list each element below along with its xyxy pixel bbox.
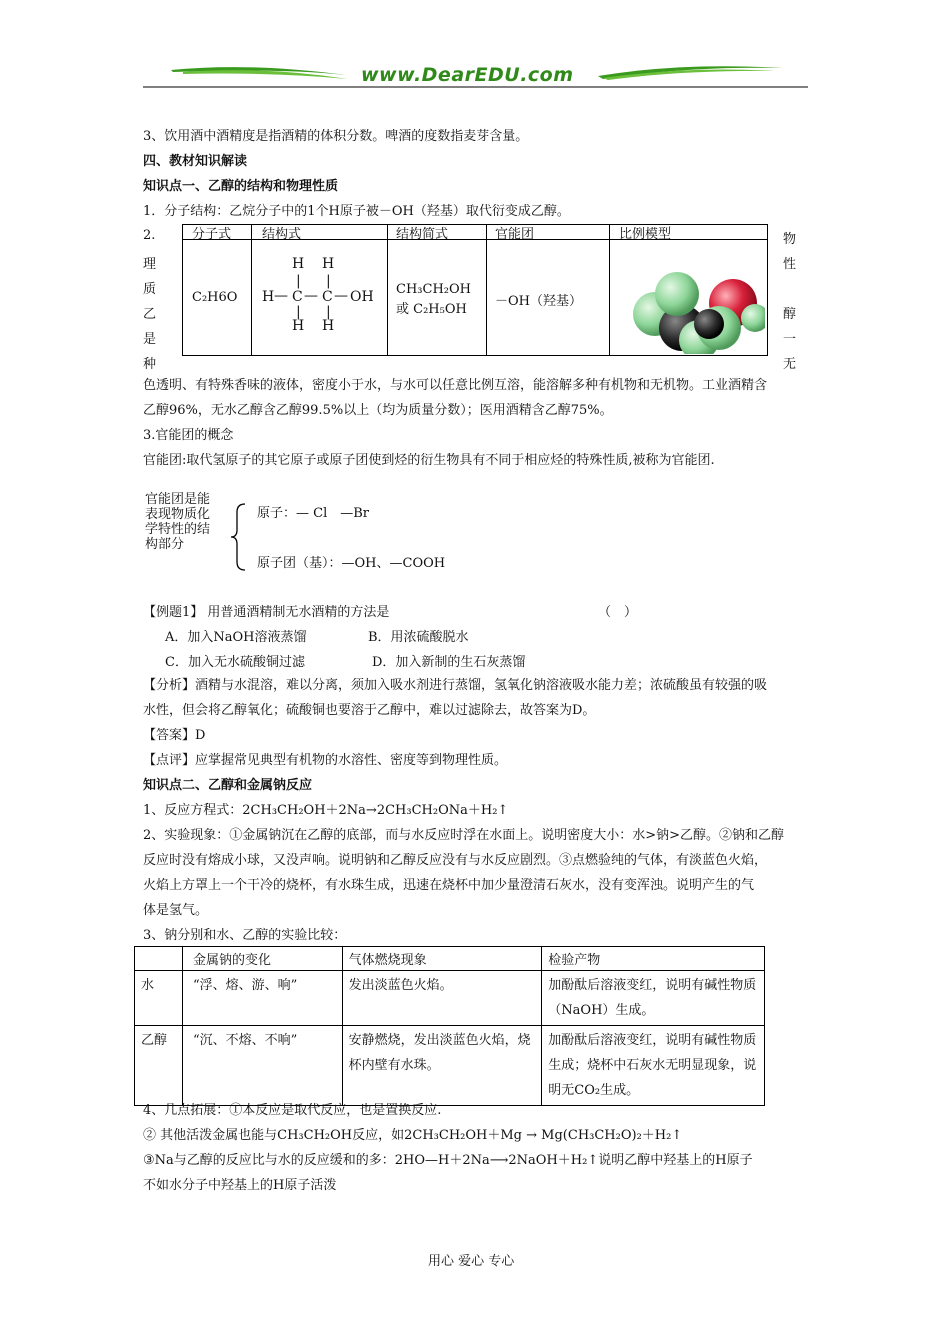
atom-h: H — [322, 318, 335, 334]
header-structural-formula: 结构式 — [262, 227, 302, 242]
option-c: C．加入无水硫酸铜过滤 — [165, 655, 305, 670]
table-cell: 发出淡蓝色火焰。 — [342, 971, 542, 1026]
table-cell: “沉、不熔、不响” — [182, 1026, 342, 1106]
atom-examples: 原子：— Cl —Br — [257, 506, 370, 521]
table-row — [135, 971, 765, 1026]
analysis-line-2: 水性，但会将乙醇氧化；硫酸铜也要溶于乙醇中，难以过滤除去，故答案为D。 — [143, 703, 596, 718]
analysis-line-1: 【分析】酒精与水混溶，难以分离，须加入吸水剂进行蒸馏，氢氧化钠溶液吸水能力差；浓硫酸虽有较强的吸 — [143, 678, 768, 693]
example-1-question: 【例题1】 用普通酒精制无水酒精的方法是 — [143, 605, 390, 620]
physical-properties-line-1: 色透明、有特殊香味的液体，密度小于水，与水可以任意比例互溶，能溶解多种有机物和无机物。工业酒精含 — [143, 378, 768, 393]
right-char: 性 — [783, 257, 797, 272]
kp2-comparison-title: 3、钠分别和水、乙醇的实验比较： — [143, 928, 347, 943]
table-header-cell: 检验产物 — [542, 947, 765, 971]
atom-h: H — [292, 318, 305, 334]
physical-properties-line-2: 乙醇96%，无水乙醇含乙醇99.5%以上（均为质量分数）；医用酒精含乙醇75%。 — [143, 403, 613, 418]
page-header — [143, 58, 808, 90]
group-examples: 原子团（基）：—OH、—COOH — [257, 556, 446, 571]
left-char: 种 — [143, 357, 157, 372]
left-char: 2. — [143, 228, 156, 243]
condensed-formula-1: CH₃CH₂OH — [396, 282, 471, 297]
option-a: A．加入NaOH溶液蒸馏 — [165, 630, 307, 645]
kp2-phenomena-line: 2、实验现象：①金属钠沉在乙醇的底部，而与水反应时浮在水面上。说明密度大小：水>钠>乙醇。②钠和乙醇 — [143, 828, 785, 843]
page-footer: 用心 爱心 专心 — [428, 1254, 515, 1269]
table-header-cell: 气体燃烧现象 — [342, 947, 542, 971]
left-char: 是 — [143, 332, 157, 347]
left-char: 理 — [143, 257, 157, 272]
kp2-extension-3-line-1: ③Na与乙醇的反应比与水的反应缓和的多：2HO—H＋2Na⟶2NaOH＋H₂↑说明乙醇中羟基上的H原子 — [143, 1153, 753, 1168]
right-char: 物 — [783, 232, 797, 247]
functional-group-definition: 官能团:取代氢原子的其它原子或原子团使到烃的衍生物具有不同于相应烃的特殊性质,被称为官能团. — [143, 453, 715, 468]
kp2-reaction-equation: 1、反应方程式：2CH₃CH₂OH＋2Na→2CH₃CH₂ONa＋H₂↑ — [143, 803, 509, 818]
option-b: B．用浓硫酸脱水 — [368, 630, 469, 645]
header-molecular-formula: 分子式 — [192, 227, 232, 242]
kp2-extension-1: 4、几点拓展：①本反应是取代反应，也是置换反应. — [143, 1103, 442, 1118]
kp2-extension-2: ② 其他活泼金属也能与CH₃CH₂OH反应，如2CH₃CH₂OH＋Mg → Mg(CH₃CH₂O)₂＋H₂↑ — [143, 1128, 683, 1143]
kp2-extension-3-line-2: 不如水分子中羟基上的H原子活泼 — [143, 1178, 337, 1193]
kp2-phenomena-line: 反应时没有熔成小球，又没声响。说明钠和乙醇反应没有与水反应剧烈。③点燃验纯的气体，有淡蓝色火焰， — [143, 853, 768, 868]
right-char: 醇 — [783, 307, 797, 322]
answer-parentheses: （ ） — [598, 605, 638, 620]
condensed-formula-2: 或 C₂H₅OH — [396, 302, 467, 317]
molecular-formula: C₂H6O — [192, 290, 238, 305]
table-row — [135, 1026, 765, 1106]
table-header-row — [135, 947, 765, 971]
kp2-phenomena-line: 火焰上方罩上一个干冷的烧杯，有水珠生成，迅速在烧杯中加少量澄清石灰水，没有变浑浊。说明产生的气 — [143, 878, 755, 893]
atom-oh: OH — [350, 289, 374, 305]
atom-h: H — [262, 289, 275, 305]
structure-table — [182, 224, 768, 356]
structural-formula: H H | | H — C — C — OH | | H H — [262, 256, 374, 334]
atom-c: C — [292, 289, 303, 305]
knowledge-point-1-heading: 知识点一、乙醇的结构和物理性质 — [143, 179, 339, 194]
left-char: 乙 — [143, 307, 157, 322]
atom-c: C — [322, 289, 333, 305]
option-d: D．加入新制的生石灰蒸馏 — [372, 655, 526, 670]
functional-group-title: 3.官能团的概念 — [143, 428, 234, 443]
site-logo-text: www.DearEDU.com — [361, 64, 574, 86]
atom-h: H — [292, 256, 305, 272]
comparison-table — [134, 946, 765, 1106]
box-line: 表现物质化 — [145, 507, 211, 522]
box-line: 官能团是能 — [145, 492, 211, 507]
table-cell: “浮、熔、游、响” — [182, 971, 342, 1026]
right-char: 无 — [783, 357, 797, 372]
table-cell: 乙醇 — [135, 1026, 183, 1106]
space-filling-model-image — [615, 242, 765, 354]
diagram-box-text — [145, 492, 225, 552]
functional-group-value: －OH（羟基） — [495, 294, 582, 309]
kp2-phenomena-line: 体是氢气。 — [143, 903, 209, 918]
comment-line: 【点评】应掌握常见典型有机物的水溶性、密度等到物理性质。 — [143, 753, 508, 768]
table-cell: 加酚酞后溶液变红，说明有碱性物质生成；烧杯中石灰水无明显现象，说明无CO₂生成。 — [542, 1026, 765, 1106]
header-functional-group: 官能团 — [495, 227, 535, 242]
table-cell: 水 — [135, 971, 183, 1026]
kp1-item-1: 1．分子结构：乙烷分子中的1个H原子被－OH（羟基）取代衍变成乙醇。 — [143, 204, 570, 219]
section-heading-4: 四、教材知识解读 — [143, 154, 248, 169]
header-condensed-formula: 结构简式 — [396, 227, 449, 242]
header-ratio-model: 比例模型 — [619, 227, 672, 242]
paragraph-alcohol: 3、饮用酒中酒精度是指酒精的体积分数。啤酒的度数指麦芽含量。 — [143, 129, 529, 144]
box-line: 学特性的结 — [145, 522, 211, 537]
table-header-cell — [135, 947, 183, 971]
table-header-cell: 金属钠的变化 — [182, 947, 342, 971]
table-cell: 安静燃烧，发出淡蓝色火焰，烧杯内壁有水珠。 — [342, 1026, 542, 1106]
table-cell: 加酚酞后溶液变红，说明有碱性物质（NaOH）生成。 — [542, 971, 765, 1026]
atom-h: H — [322, 256, 335, 272]
left-char: 质 — [143, 282, 157, 297]
functional-group-diagram — [143, 492, 543, 572]
right-char: 一 — [783, 332, 797, 347]
box-line: 构部分 — [145, 537, 185, 552]
curly-brace-icon — [229, 502, 249, 572]
knowledge-point-2-heading: 知识点二、乙醇和金属钠反应 — [143, 778, 313, 793]
answer-line: 【答案】D — [143, 728, 206, 743]
